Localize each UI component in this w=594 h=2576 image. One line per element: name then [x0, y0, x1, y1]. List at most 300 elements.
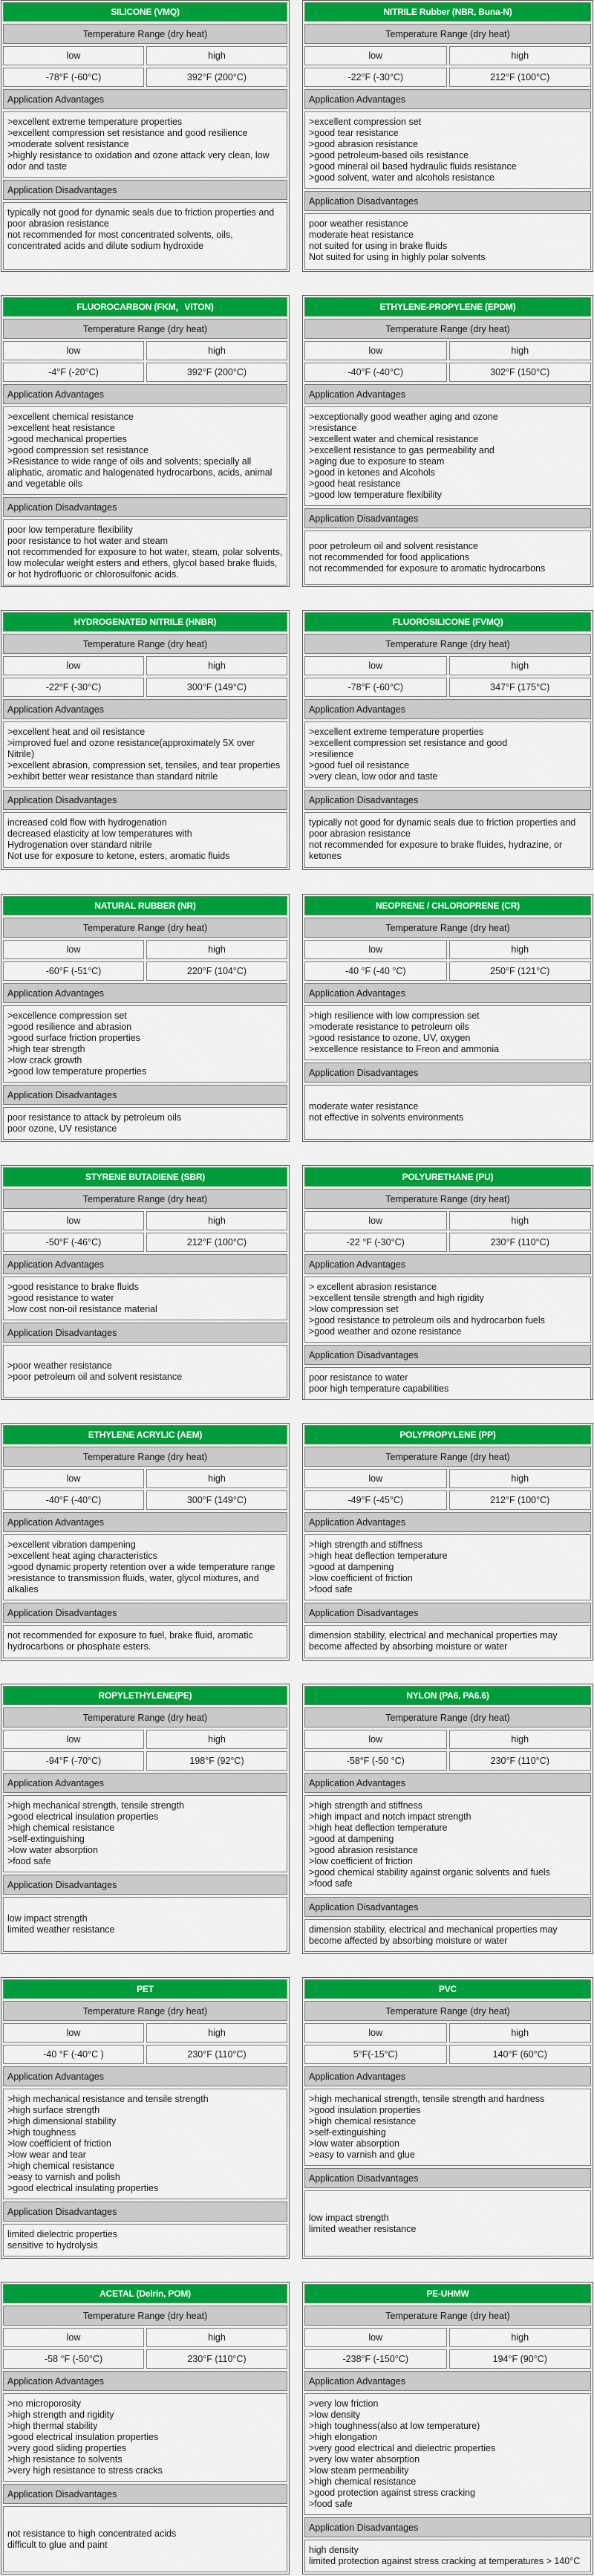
disadvantages-header: Application Disadvantages: [3, 180, 287, 200]
disadvantages-list: [304, 1625, 591, 1658]
high-label: high: [449, 656, 592, 675]
temperature-range-header: Temperature Range (dry heat): [304, 319, 591, 339]
advantages-header: Application Advantages: [304, 89, 591, 109]
advantage-item: >good dynamic property retention over a wide temperature range: [7, 1562, 275, 1572]
low-temperature-value: -40 °F (-40 °C): [304, 961, 447, 981]
low-label: low: [3, 940, 144, 959]
advantage-item: >good electrical insulating properties: [7, 2183, 159, 2193]
advantage-item: >high resistance to solvents: [7, 2454, 123, 2465]
temperature-range-header: Temperature Range (dry heat): [304, 2306, 591, 2326]
temperature-labels-row: [3, 2328, 287, 2347]
advantage-item: >self-extinguishing: [7, 1834, 85, 1844]
advantage-item: >good resistance to petroleum oils and hydrocarbon fuels: [309, 1315, 545, 1326]
disadvantages-header: Application Disadvantages: [3, 1875, 287, 1895]
temperature-values-row: [3, 2045, 287, 2064]
material-card: [1, 894, 290, 1142]
high-temperature-value: 392°F (200°C): [146, 68, 287, 87]
high-label: high: [146, 1211, 287, 1230]
disadvantage-item: moderate water resistance: [309, 1101, 419, 1112]
advantage-item: >low coefficient of friction: [7, 2138, 111, 2149]
material-title: PVC: [304, 1979, 591, 1999]
temperature-labels-row: [304, 341, 591, 360]
disadvantages-header: Application Disadvantages: [304, 1345, 591, 1365]
disadvantage-item: limited dielectric properties: [7, 2229, 117, 2239]
advantage-item: >good resistance to ozone, UV, oxygen: [309, 1033, 471, 1043]
temperature-values-row: [304, 1233, 591, 1252]
temperature-values-row: [304, 68, 591, 87]
advantage-item: >excellent vibration dampening: [7, 1540, 136, 1550]
advantage-item: >good resilience and abrasion: [7, 1022, 132, 1032]
advantage-item: >good electrical insulation properties: [7, 2432, 159, 2442]
advantage-item: >good fuel oil resistance: [309, 760, 410, 770]
disadvantage-item: sensitive to hydrolysis: [7, 2240, 98, 2251]
disadvantage-item: not recommended for food applications: [309, 552, 470, 562]
advantage-item: >highly resistance to oxidation and ozone attack very clean, low odor and taste: [7, 150, 270, 172]
temperature-values-row: [3, 1751, 287, 1771]
low-temperature-value: 5°F(-15°C): [304, 2045, 447, 2064]
low-label: low: [3, 1730, 144, 1749]
advantage-item: >good low temperature properties: [7, 1066, 147, 1077]
low-temperature-value: -94°F (-70°C): [3, 1751, 144, 1771]
advantage-item: >exhibit better wear resistance than standard nitrile: [7, 771, 218, 782]
advantages-list: [304, 2089, 591, 2166]
high-label: high: [449, 1730, 592, 1749]
advantage-item: >good compression set resistance: [7, 445, 149, 455]
high-temperature-value: 212°F (100°C): [449, 1490, 592, 1510]
disadvantages-list: [3, 1107, 287, 1140]
high-temperature-value: 230°F (110°C): [146, 2349, 287, 2369]
high-label: high: [146, 2023, 287, 2043]
high-temperature-value: 250°F (121°C): [449, 961, 592, 981]
disadvantage-item: increased cold flow with hydrogenation: [7, 817, 167, 828]
advantage-item: >low compression set: [309, 1304, 399, 1314]
temperature-values-row: [304, 1490, 591, 1510]
advantage-item: >high surface strength: [7, 2105, 100, 2115]
material-title: NATURAL RUBBER (NR): [3, 896, 287, 915]
disadvantages-list: [304, 1085, 591, 1140]
advantages-list: [304, 1534, 591, 1600]
low-temperature-value: -58°F (-50 °C): [304, 1751, 447, 1771]
advantage-item: >self-extinguishing: [309, 2127, 386, 2138]
low-temperature-value: -22°F (-30°C): [304, 68, 447, 87]
advantage-item: >excellent compression set resistance and good resilience: [7, 128, 248, 138]
low-label: low: [304, 2328, 447, 2347]
temperature-values-row: [304, 2045, 591, 2064]
high-temperature-value: 392°F (200°C): [146, 363, 287, 382]
disadvantages-header: Application Disadvantages: [3, 1085, 287, 1105]
advantage-item: >exceptionally good weather aging and ozone: [309, 412, 498, 422]
advantage-item: >low water absorption: [7, 1845, 98, 1855]
advantage-item: >good tear resistance: [309, 128, 399, 138]
temperature-values-row: [304, 961, 591, 981]
advantages-list: [304, 406, 591, 506]
material-row: [0, 1684, 594, 1954]
disadvantage-item: not resistance to high concentrated acids: [7, 2528, 177, 2539]
low-label: low: [3, 1469, 144, 1488]
high-label: high: [146, 940, 287, 959]
advantage-item: >good abrasion resistance: [309, 139, 418, 149]
disadvantage-item: poor weather resistance: [309, 218, 408, 229]
advantages-header: Application Advantages: [304, 2371, 591, 2391]
advantages-list: [3, 1534, 287, 1600]
disadvantage-item: high density: [309, 2545, 359, 2555]
material-card: [1, 295, 290, 587]
disadvantages-list: [3, 1345, 287, 1398]
disadvantages-header: Application Disadvantages: [304, 2517, 591, 2537]
advantages-list: [3, 1276, 287, 1320]
advantages-header: Application Advantages: [3, 89, 287, 109]
material-title: POLYURETHANE (PU): [304, 1167, 591, 1187]
disadvantages-header: Application Disadvantages: [304, 1062, 591, 1083]
temperature-values-row: [3, 363, 287, 382]
low-temperature-value: -58 °F (-50°C): [3, 2349, 144, 2369]
material-title: ACETAL (Delrin, POM): [3, 2284, 287, 2303]
disadvantages-header: Application Disadvantages: [3, 2202, 287, 2222]
disadvantage-item: poor resistance to hot water and steam: [7, 536, 169, 546]
material-card: [302, 610, 593, 870]
temperature-range-header: Temperature Range (dry heat): [3, 634, 287, 654]
advantages-list: [304, 2393, 591, 2515]
temperature-range-header: Temperature Range (dry heat): [3, 2001, 287, 2021]
advantage-item: >high chemical resistance: [7, 2161, 115, 2171]
material-card: [302, 1423, 593, 1661]
advantages-header: Application Advantages: [304, 384, 591, 404]
temperature-values-row: [3, 678, 287, 697]
disadvantages-header: Application Disadvantages: [3, 1603, 287, 1623]
temperature-labels-row: [304, 2328, 591, 2347]
low-temperature-value: -60°F (-51°C): [3, 961, 144, 981]
advantages-list: [3, 111, 287, 178]
advantage-item: >excellent chemical resistance: [7, 412, 134, 422]
advantage-item: >high resilience with low compression set: [309, 1010, 480, 1021]
low-label: low: [304, 46, 447, 65]
material-title: SILICONE (VMQ): [3, 2, 287, 22]
material-card: [1, 1977, 290, 2259]
advantage-item: >good at dampening: [309, 1834, 394, 1844]
advantage-item: >high impact and notch impact strength: [309, 1811, 471, 1822]
low-label: low: [304, 1469, 447, 1488]
disadvantage-item: not effective in solvents environments: [309, 1112, 464, 1123]
advantage-item: >good abrasion resistance: [309, 1845, 418, 1855]
temperature-range-header: Temperature Range (dry heat): [304, 1189, 591, 1209]
advantages-header: Application Advantages: [304, 1512, 591, 1532]
advantage-item: >high chemical resistance: [7, 1823, 115, 1833]
disadvantages-header: Application Disadvantages: [304, 790, 591, 810]
advantages-header: Application Advantages: [3, 699, 287, 719]
advantages-header: Application Advantages: [3, 983, 287, 1003]
disadvantages-header: Application Disadvantages: [304, 508, 591, 528]
advantages-list: [3, 1795, 287, 1872]
high-temperature-value: 140°F (60°C): [449, 2045, 592, 2064]
advantage-item: >good mineral oil based hydraulic fluids resistance: [309, 161, 517, 172]
disadvantages-header: Application Disadvantages: [3, 497, 287, 517]
material-title: PET: [3, 1979, 287, 1999]
material-row: [0, 2282, 594, 2575]
advantage-item: >high chemical resistance: [309, 2476, 417, 2487]
disadvantage-item: poor low temperature flexibility: [7, 525, 133, 535]
advantage-item: >good chemical stability against organic solvents and fuels: [309, 1867, 550, 1878]
disadvantage-item: poor ozone, UV resistance: [7, 1123, 117, 1134]
advantage-item: >high toughness: [7, 2127, 76, 2138]
temperature-labels-row: [3, 46, 287, 65]
low-label: low: [304, 341, 447, 360]
high-label: high: [449, 341, 592, 360]
advantage-item: >excellence resistance to Freon and ammonia: [309, 1044, 500, 1054]
advantage-item: >good in ketones and Alcohols: [309, 467, 435, 478]
disadvantage-item: not recommended for exposure to brake fluides, hydrazine, or ketones: [309, 840, 563, 861]
advantages-header: Application Advantages: [3, 2066, 287, 2086]
disadvantages-header: Application Disadvantages: [304, 1897, 591, 1917]
advantage-item: >low density: [309, 2410, 361, 2420]
advantage-item: >good surface friction properties: [7, 1033, 140, 1043]
material-card: [1, 1423, 290, 1661]
material-title: ETHYLENE-PROPYLENE (EPDM): [304, 297, 591, 317]
advantage-item: >excellent extreme temperature properties: [309, 727, 484, 737]
advantage-item: >no microporosity: [7, 2398, 81, 2409]
disadvantages-list: [3, 2506, 287, 2572]
advantages-header: Application Advantages: [304, 983, 591, 1003]
high-label: high: [146, 46, 287, 65]
disadvantage-item: poor petroleum oil and solvent resistance: [309, 541, 478, 551]
material-title: NITRILE Rubber (NBR, Buna-N): [304, 2, 591, 22]
advantage-item: >moderate solvent resistance: [7, 139, 129, 149]
low-label: low: [304, 1211, 447, 1230]
advantage-item: >good weather and ozone resistance: [309, 1326, 462, 1337]
advantage-item: >resilience: [309, 749, 354, 759]
material-card: [302, 0, 593, 272]
disadvantages-list: [3, 2224, 287, 2257]
advantage-item: >good insulation properties: [309, 2105, 421, 2115]
advantage-item: >good heat resistance: [309, 478, 401, 489]
disadvantages-list: [3, 202, 287, 270]
high-label: high: [146, 2328, 287, 2347]
advantage-item: >very good electrical and dielectric properties: [309, 2443, 496, 2453]
advantage-item: >low coefficient of friction: [309, 1573, 413, 1583]
temperature-values-row: [304, 363, 591, 382]
advantage-item: >low steam permeability: [309, 2465, 409, 2476]
material-title: HYDROGENATED NITRILE (HNBR): [3, 612, 287, 632]
advantage-item: >high thermal stability: [7, 2421, 98, 2431]
advantages-list: [304, 1005, 591, 1060]
advantage-item: >high chemical resistance: [309, 2116, 417, 2126]
advantages-header: Application Advantages: [304, 699, 591, 719]
disadvantages-list: [304, 213, 591, 270]
high-temperature-value: 300°F (149°C): [146, 1490, 287, 1510]
material-card: [302, 894, 593, 1142]
advantages-header: Application Advantages: [304, 1773, 591, 1793]
advantage-item: >easy to varnish and polish: [7, 2172, 120, 2182]
high-label: high: [449, 46, 592, 65]
temperature-labels-row: [3, 656, 287, 675]
high-label: high: [449, 1211, 592, 1230]
high-temperature-value: 230°F (110°C): [449, 1233, 592, 1252]
disadvantages-list: [3, 1897, 287, 1952]
advantage-item: >excellent abrasion, compression set, tensiles, and tear properties: [7, 760, 281, 770]
material-row: [0, 295, 594, 587]
advantage-item: >good low temperature flexibility: [309, 490, 442, 500]
advantage-item: >high strength and rigidity: [7, 2410, 114, 2420]
disadvantage-item: limited protection against stress cracking at temperatures > 140°C: [309, 2556, 581, 2566]
disadvantages-list: [304, 2190, 591, 2257]
material-card: [302, 295, 593, 587]
high-label: high: [449, 2328, 592, 2347]
low-label: low: [304, 656, 447, 675]
advantage-item: >easy to varnish and glue: [309, 2150, 415, 2160]
advantage-item: >good electrical insulation properties: [7, 1811, 159, 1822]
material-title: NYLON (PA6, PA6.6): [304, 1686, 591, 1705]
high-label: high: [146, 1730, 287, 1749]
disadvantages-header: Application Disadvantages: [3, 790, 287, 810]
material-card: [1, 0, 290, 272]
temperature-labels-row: [304, 1211, 591, 1230]
temperature-values-row: [3, 68, 287, 87]
advantages-list: [304, 721, 591, 788]
high-label: high: [449, 1469, 592, 1488]
low-label: low: [3, 656, 144, 675]
material-row: [0, 1977, 594, 2259]
material-row: [0, 610, 594, 870]
advantage-item: >excellent heat resistance: [7, 423, 115, 433]
temperature-labels-row: [304, 1469, 591, 1488]
disadvantage-item: dimension stability, electrical and mechanical properties may become affected by absorbing moisture or water: [309, 1630, 558, 1652]
advantage-item: >excellent heat aging characteristics: [7, 1551, 157, 1561]
material-card: [1, 1165, 290, 1400]
advantages-list: [304, 1795, 591, 1895]
advantages-header: Application Advantages: [3, 2371, 287, 2391]
advantage-item: >excellent extreme temperature properties: [7, 117, 183, 127]
disadvantage-item: limited weather resistance: [309, 2223, 417, 2234]
high-temperature-value: 220°F (104°C): [146, 961, 287, 981]
disadvantage-item: >poor weather resistance: [7, 1360, 112, 1371]
high-temperature-value: 302°F (150°C): [449, 363, 592, 382]
advantage-item: >high tear strength: [7, 1044, 85, 1054]
disadvantage-item: Not use for exposure to ketone, esters, aromatic fluids: [7, 851, 230, 861]
disadvantage-item: moderate heat resistance: [309, 230, 414, 240]
advantage-item: >moderate resistance to petroleum oils: [309, 1022, 469, 1032]
temperature-values-row: [3, 1490, 287, 1510]
temperature-labels-row: [304, 940, 591, 959]
advantage-item: >high mechanical strength, tensile strength and hardness: [309, 2094, 545, 2104]
temperature-labels-row: [3, 1211, 287, 1230]
temperature-labels-row: [3, 940, 287, 959]
material-card: [302, 1165, 593, 1400]
temperature-values-row: [3, 961, 287, 981]
advantage-item: >food safe: [7, 1856, 51, 1866]
disadvantage-item: poor resistance to attack by petroleum oils: [7, 1112, 182, 1123]
low-label: low: [304, 1730, 447, 1749]
temperature-labels-row: [3, 1730, 287, 1749]
advantages-list: [304, 1276, 591, 1343]
advantage-item: >high dimensional stability: [7, 2116, 117, 2126]
material-card: [302, 1977, 593, 2259]
temperature-range-header: Temperature Range (dry heat): [3, 1447, 287, 1467]
advantages-header: Application Advantages: [3, 1773, 287, 1793]
material-row: [0, 1423, 594, 1661]
disadvantages-list: [3, 1625, 287, 1658]
low-label: low: [3, 341, 144, 360]
material-row: [0, 1165, 594, 1400]
advantage-item: >very good sliding properties: [7, 2443, 127, 2453]
high-temperature-value: 230°F (110°C): [146, 2045, 287, 2064]
disadvantage-item: typically not good for dynamic seals due to friction properties and poor abrasion resistance: [309, 817, 576, 839]
material-title: ROPYLETHYLENE(PE): [3, 1686, 287, 1705]
advantages-header: Application Advantages: [3, 1512, 287, 1532]
temperature-range-header: Temperature Range (dry heat): [304, 918, 591, 938]
advantages-list: [304, 111, 591, 189]
advantage-item: >excellence compression set: [7, 1010, 127, 1021]
advantage-item: >high heat deflection temperature: [309, 1551, 448, 1561]
material-card: [1, 1684, 290, 1954]
disadvantage-item: Not suited for using in highly polar solvents: [309, 252, 486, 262]
material-card: [302, 2282, 593, 2575]
advantages-header: Application Advantages: [3, 384, 287, 404]
disadvantage-item: >poor petroleum oil and solvent resistance: [7, 1371, 183, 1382]
disadvantages-header: Application Disadvantages: [3, 1323, 287, 1343]
advantage-item: >very low water absorption: [309, 2454, 420, 2465]
advantage-item: >excellent compression set: [309, 117, 422, 127]
disadvantages-list: [304, 1919, 591, 1952]
disadvantage-item: dimension stability, electrical and mechanical properties may become affected by absorbing moisture or water: [309, 1924, 558, 1946]
advantage-item: >high mechanical resistance and tensile strength: [7, 2094, 209, 2104]
high-temperature-value: 300°F (149°C): [146, 678, 287, 697]
advantage-item: >food safe: [309, 2499, 353, 2509]
advantage-item: >excellent compression set resistance and good: [309, 738, 508, 748]
material-card: [302, 1684, 593, 1954]
material-row: [0, 0, 594, 272]
advantage-item: >high strength and stiffness: [309, 1800, 422, 1811]
disadvantage-item: Hydrogenation over standard nitrile: [7, 840, 152, 850]
disadvantages-header: Application Disadvantages: [3, 2484, 287, 2504]
material-card: [1, 2282, 290, 2575]
advantages-list: [3, 2089, 287, 2199]
temperature-range-header: Temperature Range (dry heat): [3, 24, 287, 44]
material-title: PE-UHMW: [304, 2284, 591, 2303]
advantage-item: >Resistance to wide range of oils and solvents; specially all aliphatic, aromatic and halogenated hydrocarbons, acids, animal and vegetable oils: [7, 456, 272, 489]
disadvantage-item: limited weather resistance: [7, 1924, 115, 1935]
temperature-labels-row: [304, 2023, 591, 2043]
advantages-header: Application Advantages: [304, 2066, 591, 2086]
disadvantages-list: [304, 531, 591, 585]
low-temperature-value: -78°F (-60°C): [304, 678, 447, 697]
advantage-item: >good solvent, water and alcohols resistance: [309, 172, 495, 183]
disadvantage-item: not recommended for exposure to aromatic hydrocarbons: [309, 563, 546, 574]
advantages-list: [3, 721, 287, 788]
material-title: NEOPRENE / CHLOROPRENE (CR): [304, 896, 591, 915]
high-temperature-value: 347°F (175°C): [449, 678, 592, 697]
high-temperature-value: 212°F (100°C): [146, 1233, 287, 1252]
temperature-range-header: Temperature Range (dry heat): [3, 1189, 287, 1209]
advantage-item: >excellent heat and oil resistance: [7, 727, 146, 737]
low-temperature-value: -40°F (-40°C): [304, 363, 447, 382]
temperature-range-header: Temperature Range (dry heat): [3, 2306, 287, 2326]
disadvantage-item: not recommended for exposure to fuel, brake fluid, aromatic hydrocarbons or phosphate esters.: [7, 1630, 253, 1652]
temperature-range-header: Temperature Range (dry heat): [3, 319, 287, 339]
temperature-values-row: [3, 1233, 287, 1252]
material-card: [1, 610, 290, 870]
low-label: low: [3, 2023, 144, 2043]
advantages-list: [3, 1005, 287, 1083]
temperature-values-row: [304, 1751, 591, 1771]
advantage-item: >low cost non-oil resistance material: [7, 1304, 157, 1314]
disadvantage-item: poor high temperature capabilities: [309, 1383, 449, 1394]
advantage-item: >good resistance to brake fluids: [7, 1282, 139, 1292]
disadvantages-header: Application Disadvantages: [304, 1603, 591, 1623]
advantage-item: >resistance to transmission fluids, water, glycol mixtures, and alkalies: [7, 1573, 259, 1594]
disadvantage-item: not suited for using in brake fluids: [309, 241, 448, 251]
advantages-list: [3, 2393, 287, 2482]
advantage-item: >excellent water and chemical resistance: [309, 434, 479, 444]
advantages-header: Application Advantages: [3, 1254, 287, 1274]
